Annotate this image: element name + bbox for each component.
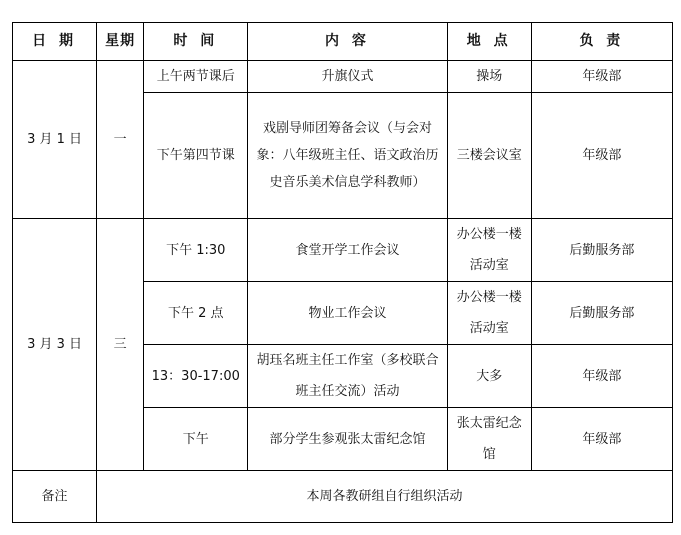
owner-cell: 年级部 xyxy=(531,408,672,471)
header-time: 时 间 xyxy=(144,23,248,61)
time-cell: 13：30-17:00 xyxy=(144,345,248,408)
owner-cell: 后勤服务部 xyxy=(531,282,672,345)
table-row xyxy=(13,219,673,282)
content-cell: 升旗仪式 xyxy=(248,61,447,93)
header-row xyxy=(13,23,673,61)
content-cell: 物业工作会议 xyxy=(248,282,447,345)
date-cell: 3 月 1 日 xyxy=(13,61,97,219)
weekly-schedule-table xyxy=(12,22,673,523)
time-cell: 上午两节课后 xyxy=(144,61,248,93)
date-cell: 3 月 3 日 xyxy=(13,219,97,471)
owner-cell: 年级部 xyxy=(531,93,672,219)
place-cell: 办公楼一楼活动室 xyxy=(447,219,531,282)
header-place: 地 点 xyxy=(447,23,531,61)
header-weekday: 星期 xyxy=(97,23,144,61)
remarks-row xyxy=(13,471,673,523)
content-cell: 胡珏名班主任工作室（多校联合班主任交流）活动 xyxy=(248,345,447,408)
place-cell: 三楼会议室 xyxy=(447,93,531,219)
remarks-text: 本周各教研组自行组织活动 xyxy=(97,471,673,523)
owner-cell: 年级部 xyxy=(531,61,672,93)
time-cell: 下午第四节课 xyxy=(144,93,248,219)
content-cell: 部分学生参观张太雷纪念馆 xyxy=(248,408,447,471)
schedule-sheet xyxy=(12,22,673,523)
header-date: 日 期 xyxy=(13,23,97,61)
content-cell: 戏剧导师团筹备会议（与会对象：八年级班主任、语文政治历史音乐美术信息学科教师） xyxy=(248,93,447,219)
table-row xyxy=(13,61,673,93)
header-owner: 负 责 xyxy=(531,23,672,61)
weekday-cell: 一 xyxy=(97,61,144,219)
remarks-label: 备注 xyxy=(13,471,97,523)
time-cell: 下午 2 点 xyxy=(144,282,248,345)
content-cell: 食堂开学工作会议 xyxy=(248,219,447,282)
time-cell: 下午 xyxy=(144,408,248,471)
owner-cell: 年级部 xyxy=(531,345,672,408)
weekday-cell: 三 xyxy=(97,219,144,471)
place-cell: 大多 xyxy=(447,345,531,408)
place-cell: 办公楼一楼活动室 xyxy=(447,282,531,345)
place-cell: 操场 xyxy=(447,61,531,93)
owner-cell: 后勤服务部 xyxy=(531,219,672,282)
place-cell: 张太雷纪念馆 xyxy=(447,408,531,471)
time-cell: 下午 1:30 xyxy=(144,219,248,282)
header-content: 内 容 xyxy=(248,23,447,61)
